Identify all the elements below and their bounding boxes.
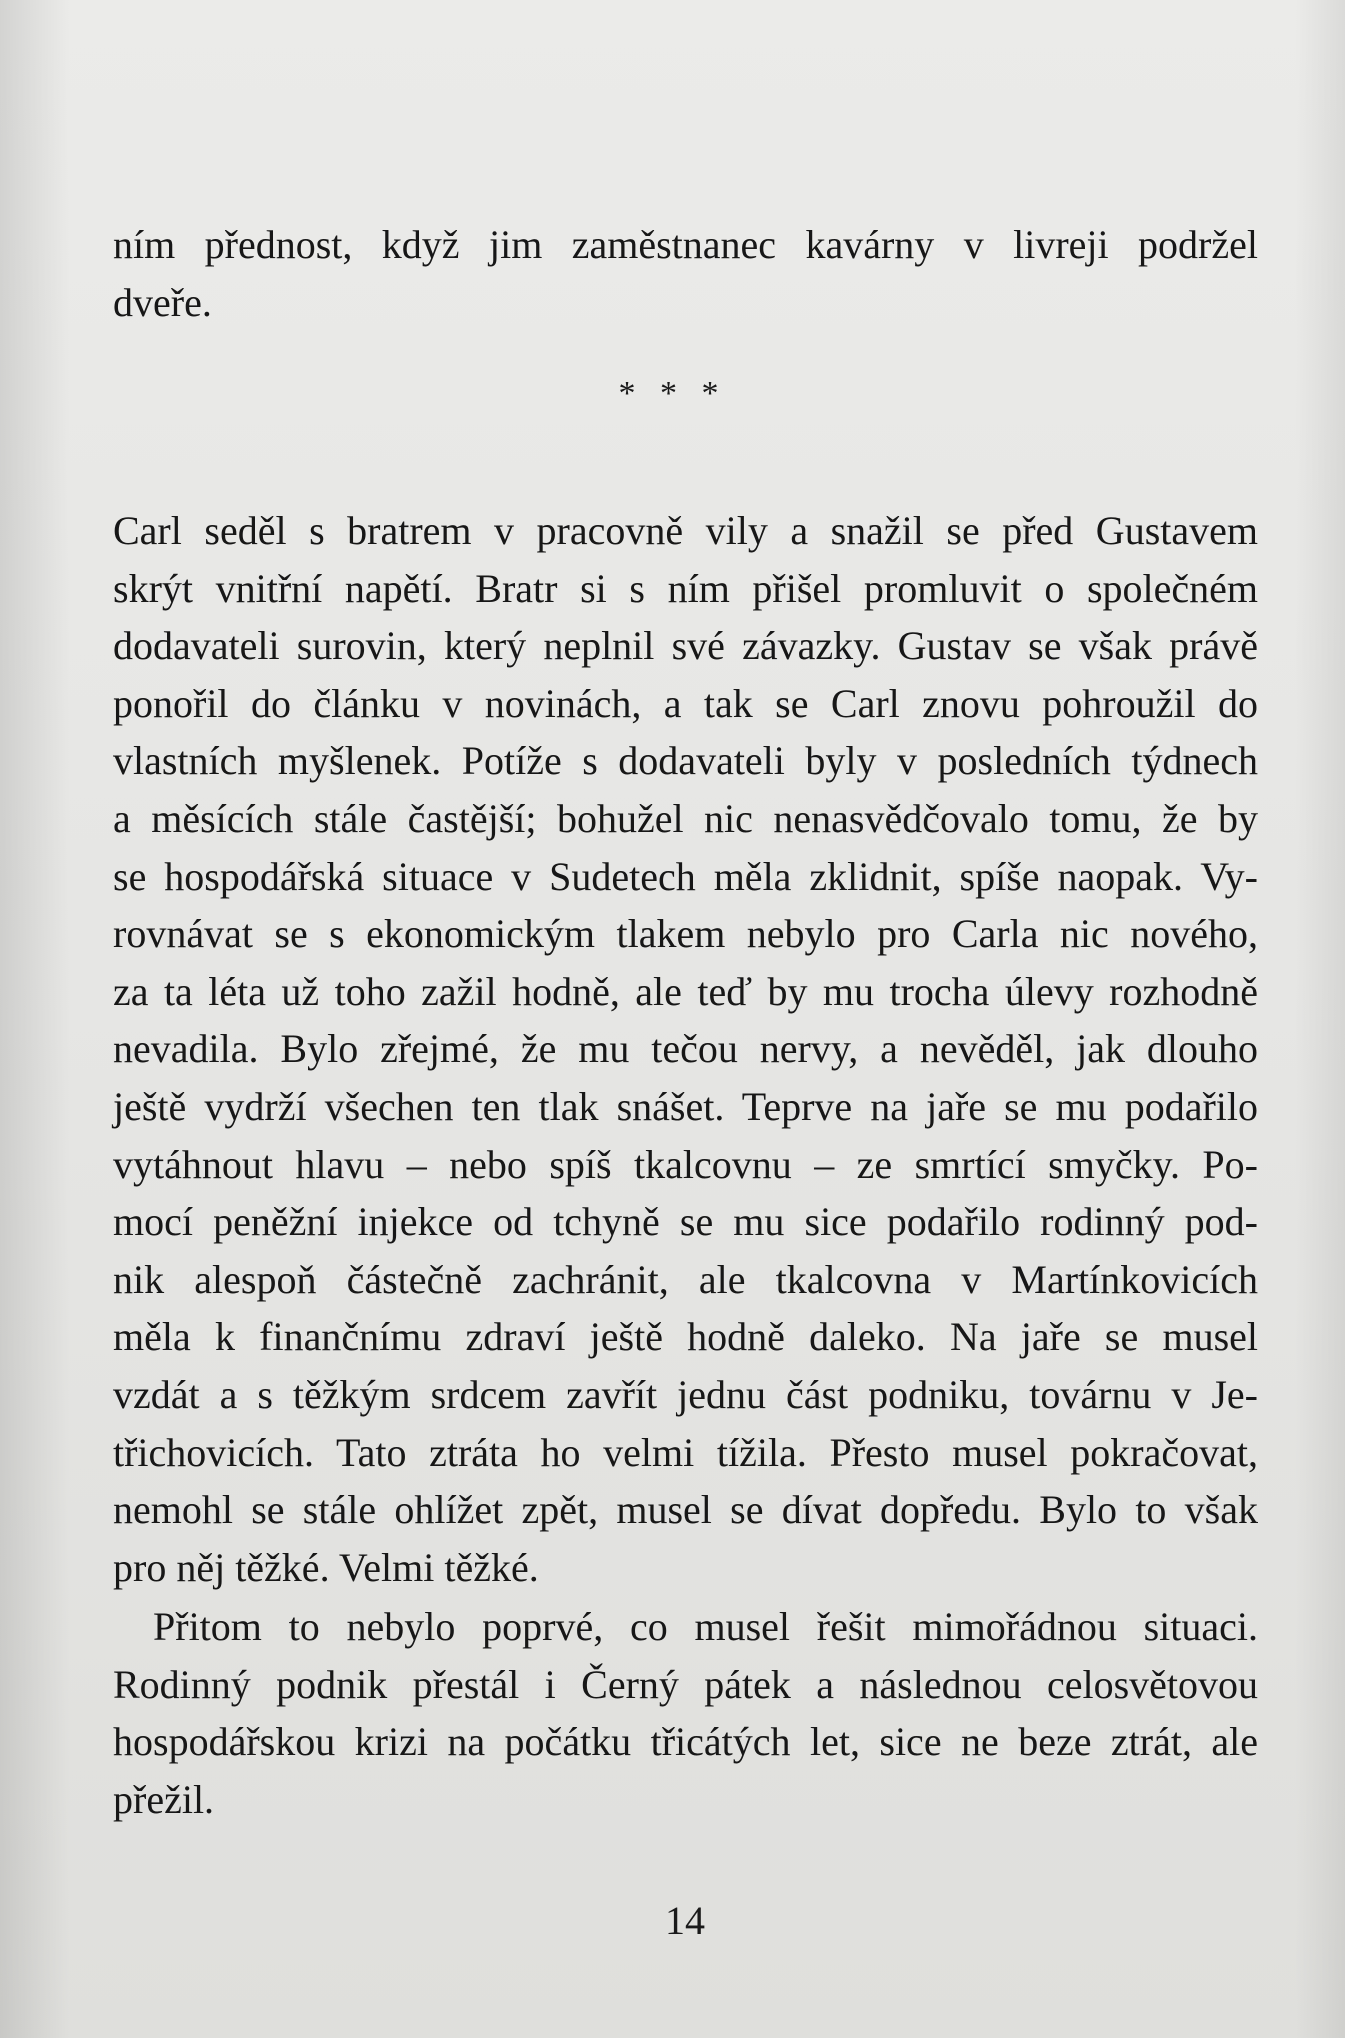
text-line: hospodářskou krizi na počátku třicátých let, sice ne beze ztrát, ale bbox=[113, 1719, 1258, 1765]
text-line: pro něj těžké. Velmi těžké. bbox=[113, 1544, 539, 1590]
section-separator: * * * bbox=[618, 375, 727, 412]
text-line: za ta léta už toho zažil hodně, ale teď by mu trocha úlevy rozhodně bbox=[113, 968, 1258, 1014]
text-line: přežil. bbox=[113, 1776, 215, 1822]
text-line: vlastních myšlenek. Potíže s dodavateli byly v posledních týdnech bbox=[113, 738, 1258, 784]
text-line: nemohl se stále ohlížet zpět, musel se dívat dopředu. Bylo to však bbox=[113, 1487, 1258, 1533]
paragraph-carl bbox=[113, 502, 1258, 1596]
text-line: dveře. bbox=[113, 279, 212, 325]
text-line: ním přednost, když jim zaměstnanec kavárny v livreji podržel bbox=[113, 222, 1258, 267]
text-line: mocí peněžní injekce od tchyně se mu sice podařilo rodinný pod- bbox=[113, 1199, 1258, 1245]
text-line: vzdát a s těžkým srdcem zavřít jednu část podniku, továrnu v Je- bbox=[113, 1371, 1258, 1417]
text-line: měla k finančnímu zdraví ještě hodně daleko. Na jaře se musel bbox=[113, 1314, 1258, 1360]
text-line: třichovicích. Tato ztráta ho velmi tížila. Přesto musel pokračovat, bbox=[113, 1429, 1258, 1475]
text-line: rovnávat se s ekonomickým tlakem nebylo pro Carla nic nového, bbox=[113, 911, 1258, 957]
text-line: ještě vydrží všechen ten tlak snášet. Teprve na jaře se mu podařilo bbox=[113, 1083, 1258, 1129]
paragraph-continued bbox=[113, 216, 1258, 331]
text-line: se hospodářská situace v Sudetech měla zklidnit, spíše naopak. Vy- bbox=[113, 853, 1258, 899]
text-line: nevadila. Bylo zřejmé, že mu tečou nervy, a nevěděl, jak dlouho bbox=[113, 1026, 1258, 1072]
text-line: Rodinný podnik přestál i Černý pátek a následnou celosvětovou bbox=[113, 1661, 1258, 1707]
paragraph-crisis bbox=[113, 1598, 1258, 1828]
text-line: nik alespoň částečně zachránit, ale tkalcovna v Martínkovicích bbox=[113, 1256, 1258, 1302]
text-line: dodavateli surovin, který neplnil své závazky. Gustav se však právě bbox=[113, 623, 1258, 669]
text-line: Carl seděl s bratrem v pracovně vily a snažil se před Gustavem bbox=[113, 508, 1258, 553]
text-line: skrýt vnitřní napětí. Bratr si s ním přišel promluvit o společném bbox=[113, 565, 1258, 611]
page-number: 14 bbox=[665, 1898, 705, 1943]
text-line: a měsících stále častější; bohužel nic nenasvědčovalo tomu, že by bbox=[113, 795, 1258, 841]
text-line: Přitom to nebylo poprvé, co musel řešit mimořádnou situaci. bbox=[153, 1604, 1258, 1649]
text-line: vytáhnout hlavu – nebo spíš tkalcovnu – ze smrtící smyčky. Po- bbox=[113, 1141, 1258, 1187]
text-line: ponořil do článku v novinách, a tak se Carl znovu pohroužil do bbox=[113, 680, 1258, 726]
